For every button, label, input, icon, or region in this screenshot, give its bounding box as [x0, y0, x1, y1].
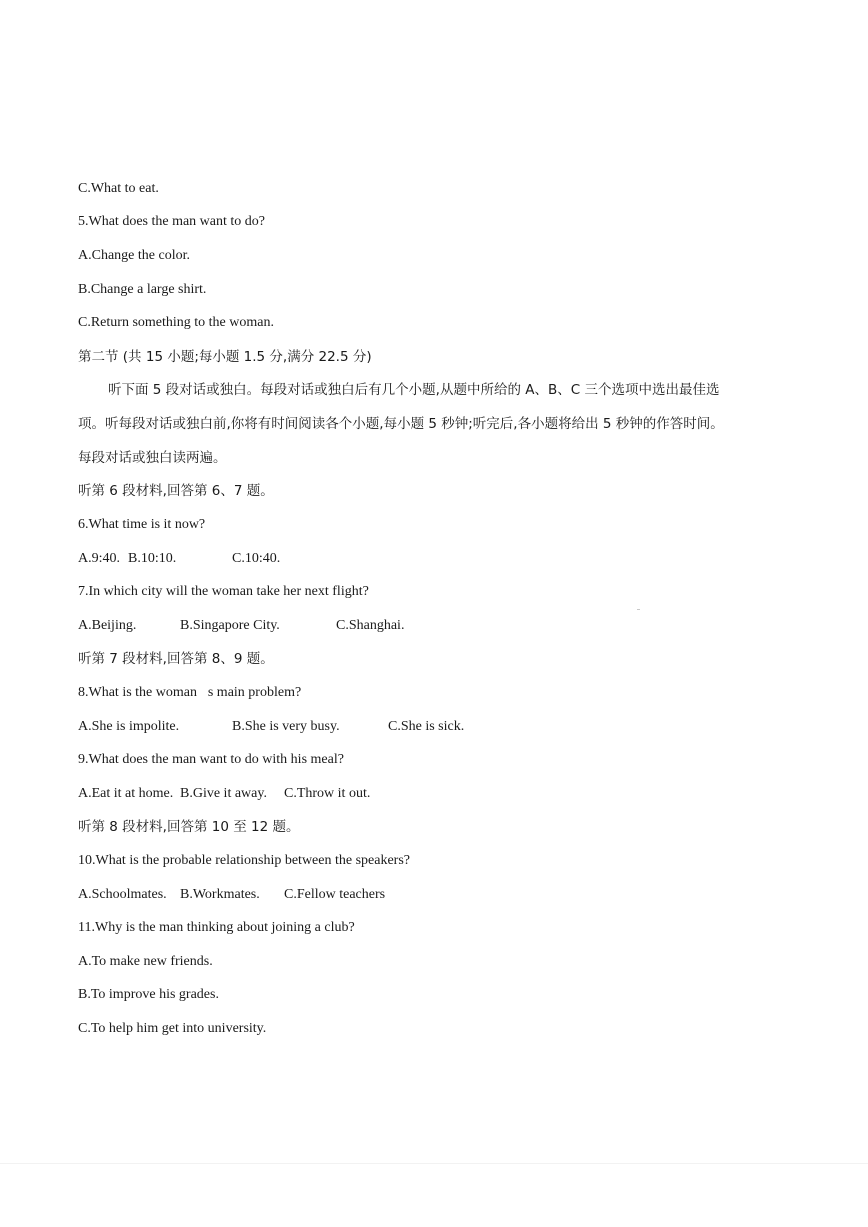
question-7: 7.In which city will the woman take her next flight? [78, 584, 369, 599]
q10-option-b: B.Workmates. [180, 887, 260, 902]
q6-option-a: A.9:40. [78, 551, 120, 566]
instructions-line-1: 听下面 5 段对话或独白。每段对话或独白后有几个小题,从题中所给的 A、B、C 三个选项中选出最佳选 [108, 382, 720, 398]
q6-option-b: B.10:10. [128, 551, 177, 566]
question-5: 5.What does the man want to do? [78, 214, 266, 229]
q5-option-b: B.Change a large shirt. [78, 282, 207, 297]
q4-option-c: C.What to eat. [78, 181, 159, 196]
q9-option-a: A.Eat it at home. [78, 786, 174, 801]
page-bottom-rule [0, 1163, 868, 1164]
q9-option-b: B.Give it away. [180, 786, 267, 801]
material-8-heading: 听第 8 段材料,回答第 10 至 12 题。 [78, 819, 300, 835]
material-7-heading: 听第 7 段材料,回答第 8、9 题。 [78, 651, 274, 667]
q7-option-a: A.Beijing. [78, 618, 137, 633]
q11-option-b: B.To improve his grades. [78, 987, 219, 1002]
q11-option-c: C.To help him get into university. [78, 1021, 267, 1036]
q6-options [78, 550, 280, 568]
q10-option-a: A.Schoolmates. [78, 887, 167, 902]
scan-speck [637, 609, 640, 610]
q8-option-c: C.She is sick. [388, 719, 465, 734]
q8-options [78, 718, 464, 736]
question-9: 9.What does the man want to do with his meal? [78, 752, 344, 767]
q10-options [78, 886, 385, 904]
q5-option-a: A.Change the color. [78, 248, 190, 263]
question-11: 11.Why is the man thinking about joining a club? [78, 920, 355, 935]
q8-option-a: A.She is impolite. [78, 719, 180, 734]
instructions-line-2: 项。听每段对话或独白前,你将有时间阅读各个小题,每小题 5 秒钟;听完后,各小题将给出 5 秒钟的作答时间。 [78, 416, 724, 432]
material-6-heading: 听第 6 段材料,回答第 6、7 题。 [78, 483, 274, 499]
q5-option-c: C.Return something to the woman. [78, 315, 274, 330]
q7-option-c: C.Shanghai. [336, 618, 405, 633]
q7-options [78, 617, 404, 635]
q11-option-a: A.To make new friends. [78, 954, 213, 969]
q8-option-b: B.She is very busy. [232, 719, 340, 734]
q9-option-c: C.Throw it out. [284, 786, 371, 801]
section-2-heading: 第二节 (共 15 小题;每小题 1.5 分,满分 22.5 分) [78, 349, 372, 365]
instructions-line-3: 每段对话或独白读两遍。 [78, 450, 227, 466]
question-10: 10.What is the probable relationship between the speakers? [78, 853, 410, 868]
question-6: 6.What time is it now? [78, 517, 206, 532]
question-8: 8.What is the woman s main problem? [78, 685, 302, 700]
q10-option-c: C.Fellow teachers [284, 887, 386, 902]
q9-options [78, 785, 370, 803]
q6-option-c: C.10:40. [232, 551, 281, 566]
q7-option-b: B.Singapore City. [180, 618, 280, 633]
